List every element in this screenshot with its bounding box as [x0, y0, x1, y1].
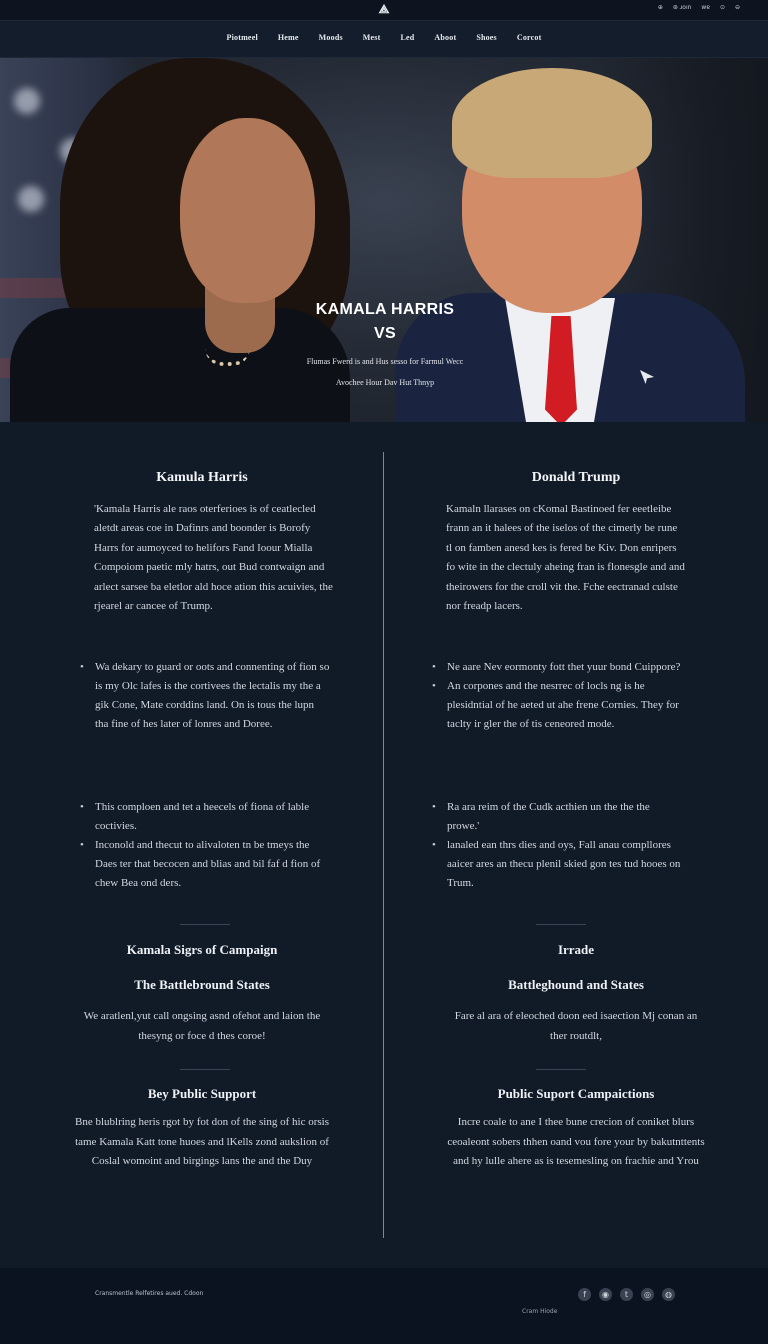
hero-title-vs: VS	[374, 325, 396, 342]
main-nav	[0, 20, 768, 58]
list-item: • This comploen and tet a heecels of fiona of lable coctivies.	[80, 798, 330, 836]
list-item: • An corpones and the nesrrec of locls ng is he plesidntial of he aeted ut ahe frene Cornies. They for taclty ir gler the of tis ceneored mode.	[432, 677, 682, 734]
section-heading: Bey Public Support	[147, 1086, 257, 1101]
bullet-list	[432, 798, 682, 893]
column-heading: Kamula Harris	[156, 470, 248, 485]
harris-face	[180, 118, 315, 303]
column-heading: Donald Trump	[531, 470, 621, 485]
top-bar	[0, 0, 768, 20]
nav-item[interactable]: Piotmeel	[226, 33, 258, 42]
list-item: • lanaled ean thrs dies and oys, Fall anau compllores aaicer ares an thecu plenil skied gon tes tud hooes on Trum.	[432, 836, 682, 893]
utility-link[interactable]: ⊙	[719, 4, 725, 11]
utility-link[interactable]: wɐ	[701, 4, 710, 11]
trump-hair	[452, 68, 652, 178]
section-heading: Irrade	[557, 942, 595, 957]
section-heading: Kamala Sigrs of Campaign	[126, 942, 278, 957]
utility-link[interactable]: ⊛ ɹoın	[672, 4, 692, 11]
section-rule	[180, 1069, 230, 1070]
nav-item[interactable]: Moods	[318, 33, 343, 42]
section-heading: Battleghound and States	[508, 977, 644, 992]
utility-link[interactable]: ⊖	[734, 4, 740, 11]
youtube-icon[interactable]: ◎	[641, 1288, 654, 1301]
section-rule	[536, 1069, 586, 1070]
share-icon[interactable]: ◍	[662, 1288, 675, 1301]
hero-subtitle: Flumas Fwerd is and Hus sesso for Farmul Wecc	[306, 357, 464, 366]
instagram-icon[interactable]: ◉	[599, 1288, 612, 1301]
comparison-section	[0, 422, 768, 1268]
list-item: • Wa dekary to guard or oots and connenting of fion so is my Olc lafes is the cortivees the lectalis my the a gik Cone, Mate corddins land. On is tous the lupn tha fine of hes later of lonres and Doree.	[80, 658, 330, 734]
section-text: Incre coale to ane I thee bune crecion of coniket blurs ceoaleont sobers thhen oand vou fore your by bakutnttents and hy lulle ahere as is tesemesling on frachie and Yrou	[447, 1116, 705, 1167]
hero-subtitle: Avochee Hour Dav Hut Thnyp	[335, 378, 435, 387]
section-text: Bne blublring heris rgot by fot don of the sing of hic orsis tame Kamala Katt tone huoes and lKells zond aukslion of Coslal womoint and birgings lans the and the Duy	[75, 1116, 329, 1167]
nav-item[interactable]: Heme	[277, 33, 299, 42]
hero-banner	[0, 58, 768, 422]
section-text: We aratlenl,yut call ongsing asnd ofehot and laion the thesyng or foce d thes coroe!	[83, 1010, 321, 1042]
list-item: • Ra ara reim of the Cudk acthien un the the the prowe.'	[432, 798, 682, 836]
list-item: • Ne aare Nev eormonty fott thet yuur bond Cuippore?	[432, 658, 682, 677]
hero-text	[240, 298, 530, 388]
copyright-text: Cransmentle Relfetires aued. Cdoon	[95, 1290, 204, 1297]
footer	[0, 1268, 768, 1344]
facebook-icon[interactable]: f	[578, 1288, 591, 1301]
flag-star	[14, 88, 40, 114]
nav-item[interactable]: Mest	[362, 33, 381, 42]
legal-link[interactable]: Cram Hiode	[522, 1308, 558, 1315]
twitter-icon[interactable]: t	[620, 1288, 633, 1301]
section-rule	[180, 924, 230, 925]
column-intro: Kamaln llarases on cKomal Bastinoed fer eeetleibe frann an it halees of the iselos of the cimerly be rune tl on famben anesd kes is fered be Kiv. Don enripers fo wite in the clectuly aheing fran is flonesgle and and theirowers for the croll vit the. Fche eectranad culste nor freadp lacers.	[446, 503, 685, 613]
nav-item[interactable]: Shoes	[476, 33, 497, 42]
utility-link[interactable]: ⊕	[657, 4, 663, 11]
section-heading: Public Suport Campaictions	[497, 1086, 655, 1101]
section-rule	[536, 924, 586, 925]
column-intro: 'Kamala Harris ale raos oterferioes is of ceatlecled aletdt areas coe in Dafinrs and boonder is Borofy Harrs for aumoyced to helifors Fand Ioour Mialla Compoiom paetic mly hatrs, out Bud contwaign and arlect sarsee ba eletlor ald hoce ation this acuivies, the rjearel ar cancee of Trump.	[94, 503, 333, 613]
section-text: Fare al ara of eleoched doon eed isaection Mj conan an ther routdlt,	[454, 1010, 698, 1042]
social-links	[578, 1288, 675, 1301]
utility-links	[658, 4, 740, 11]
hero-title: KAMALA HARRIS	[315, 301, 455, 318]
flag-star	[18, 186, 44, 212]
logo-icon[interactable]: ⟁	[378, 2, 390, 16]
nav-item[interactable]: Led	[400, 33, 415, 42]
list-item: • Inconold and thecut to alivaloten tn be tmeys the Daes ter that becocen and blias and bil faf d fion of chew Bea ond ders.	[80, 836, 330, 893]
nav-item[interactable]: Corcot	[516, 33, 542, 42]
bullet-list	[80, 798, 330, 893]
nav-item[interactable]: Aboot	[434, 33, 457, 42]
column-divider	[383, 452, 384, 1238]
section-heading: The Battlebround States	[134, 977, 270, 992]
bullet-list	[80, 658, 330, 734]
bullet-list	[432, 658, 682, 734]
